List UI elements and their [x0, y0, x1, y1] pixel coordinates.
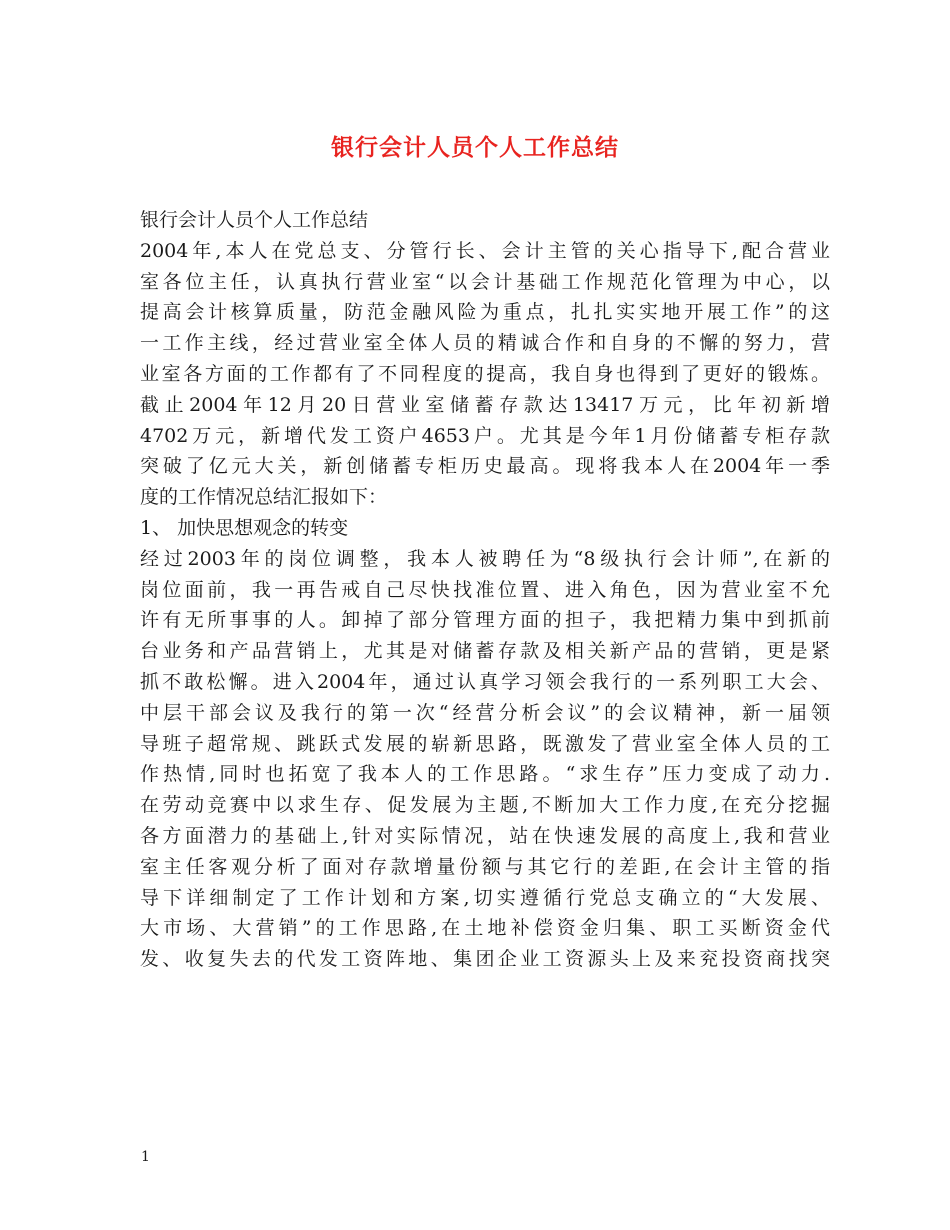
text-line: 经过2003年的岗位调整，我本人被聘任为“8级执行会计师”,在新的: [140, 547, 830, 570]
text-line: 各方面潜力的基础上,针对实际情况，站在快速发展的高度上,我和营业: [140, 824, 830, 847]
text-line: 导下详细制定了工作计划和方案,切实遵循行党总支确立的“大发展、: [140, 886, 830, 909]
text-line: 作热情,同时也拓宽了我本人的工作思路。“求生存”压力变成了动力.: [140, 763, 830, 786]
text-line: 银行会计人员个人工作总结: [140, 209, 369, 231]
text-line: 度的工作情况总结汇报如下：: [140, 486, 388, 509]
text-line: 导班子超常规、跳跃式发展的崭新思路，既激发了营业室全体人员的工: [140, 732, 830, 755]
text-line: 抓不敢松懈。进入2004年，通过认真学习领会我行的一系列职工大会、: [140, 670, 830, 693]
text-line: 一工作主线，经过营业室全体人员的精诚合作和自身的不懈的努力，营: [140, 332, 830, 355]
text-line: 大市场、大营销”的工作思路,在土地补偿资金归集、职工买断资金代: [140, 917, 830, 940]
text-line: 中层干部会议及我行的第一次“经营分析会议”的会议精神，新一届领: [140, 701, 830, 724]
text-line: 发、收复失去的代发工资阵地、集团企业工资源头上及来兖投资商找突: [140, 948, 830, 971]
text-line: 室各位主任，认真执行营业室“以会计基础工作规范化管理为中心，以: [140, 270, 830, 293]
document-title: 银行会计人员个人工作总结: [331, 134, 619, 161]
text-line: 2004年,本人在党总支、分管行长、会计主管的关心指导下,配合营业: [140, 239, 830, 262]
text-line: 业室各方面的工作都有了不同程度的提高，我自身也得到了更好的锻炼。: [140, 362, 830, 385]
text-line: 室主任客观分析了面对存款增量份额与其它行的差距,在会计主管的指: [140, 855, 830, 878]
text-line: 许有无所事事的人。卸掉了部分管理方面的担子，我把精力集中到抓前: [140, 609, 830, 632]
text-line: 提高会计核算质量，防范金融风险为重点，扎扎实实地开展工作”的这: [140, 301, 830, 324]
text-line: 突破了亿元大关，新创储蓄专柜历史最高。现将我本人在2004年一季: [140, 455, 830, 478]
text-line: 截止2004年12月20日营业室储蓄存款达13417万元，比年初新增: [140, 393, 830, 416]
text-line: 岗位面前，我一再告戒自己尽快找准位置、进入角色，因为营业室不允: [140, 578, 830, 601]
section-heading: 1、 加快思想观念的转变: [140, 516, 349, 539]
text-line: 4702万元，新增代发工资户4653户。尤其是今年1月份储蓄专柜存款: [140, 424, 830, 447]
page-number: 1: [141, 1149, 150, 1165]
text-line: 台业务和产品营销上，尤其是对储蓄存款及相关新产品的营销，更是紧: [140, 640, 830, 663]
text-line: 在劳动竞赛中以求生存、促发展为主题,不断加大工作力度,在充分挖掘: [140, 794, 830, 817]
document-body: [140, 205, 830, 975]
